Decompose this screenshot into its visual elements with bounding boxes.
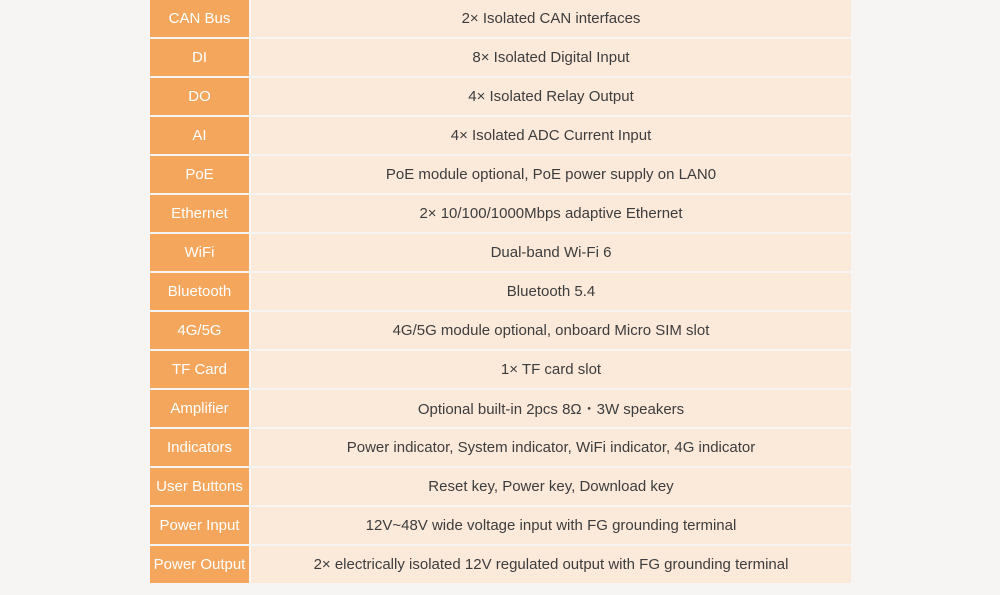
spec-value: Dual-band Wi-Fi 6 [251, 234, 851, 271]
spec-value: 1× TF card slot [251, 351, 851, 388]
spec-value: 2× Isolated CAN interfaces [251, 0, 851, 37]
spec-value: Reset key, Power key, Download key [251, 468, 851, 505]
spec-value: 4G/5G module optional, onboard Micro SIM slot [251, 312, 851, 349]
spec-row-can-bus [150, 0, 851, 37]
spec-value: 4× Isolated Relay Output [251, 78, 851, 115]
spec-label: Power Input [150, 507, 249, 544]
spec-label: Indicators [150, 429, 249, 466]
spec-value: 4× Isolated ADC Current Input [251, 117, 851, 154]
spec-row-ai [150, 117, 851, 154]
spec-label: 4G/5G [150, 312, 249, 349]
spec-label: CAN Bus [150, 0, 249, 37]
spec-value: PoE module optional, PoE power supply on LAN0 [251, 156, 851, 193]
spec-row-bluetooth [150, 273, 851, 310]
spec-label: PoE [150, 156, 249, 193]
spec-value: Power indicator, System indicator, WiFi indicator, 4G indicator [251, 429, 851, 466]
spec-table [150, 0, 851, 585]
spec-row-amplifier [150, 390, 851, 427]
spec-value: 8× Isolated Digital Input [251, 39, 851, 76]
spec-label: AI [150, 117, 249, 154]
spec-row-power-output [150, 546, 851, 583]
spec-row-poe [150, 156, 851, 193]
spec-value: 2× 10/100/1000Mbps adaptive Ethernet [251, 195, 851, 232]
spec-value: 2× electrically isolated 12V regulated output with FG grounding terminal [251, 546, 851, 583]
spec-label: DI [150, 39, 249, 76]
spec-value: Optional built-in 2pcs 8Ω・3W speakers [251, 390, 851, 427]
spec-row-indicators [150, 429, 851, 466]
spec-row-ethernet [150, 195, 851, 232]
spec-row-tf-card [150, 351, 851, 388]
spec-label: User Buttons [150, 468, 249, 505]
spec-label: TF Card [150, 351, 249, 388]
spec-label: Ethernet [150, 195, 249, 232]
spec-value: 12V~48V wide voltage input with FG grounding terminal [251, 507, 851, 544]
spec-row-4g-5g [150, 312, 851, 349]
spec-label: Bluetooth [150, 273, 249, 310]
spec-label: Amplifier [150, 390, 249, 427]
spec-row-power-input [150, 507, 851, 544]
spec-label: WiFi [150, 234, 249, 271]
spec-row-di [150, 39, 851, 76]
spec-row-user-buttons [150, 468, 851, 505]
spec-label: Power Output [150, 546, 249, 583]
spec-row-wifi [150, 234, 851, 271]
spec-row-do [150, 78, 851, 115]
spec-value: Bluetooth 5.4 [251, 273, 851, 310]
spec-label: DO [150, 78, 249, 115]
